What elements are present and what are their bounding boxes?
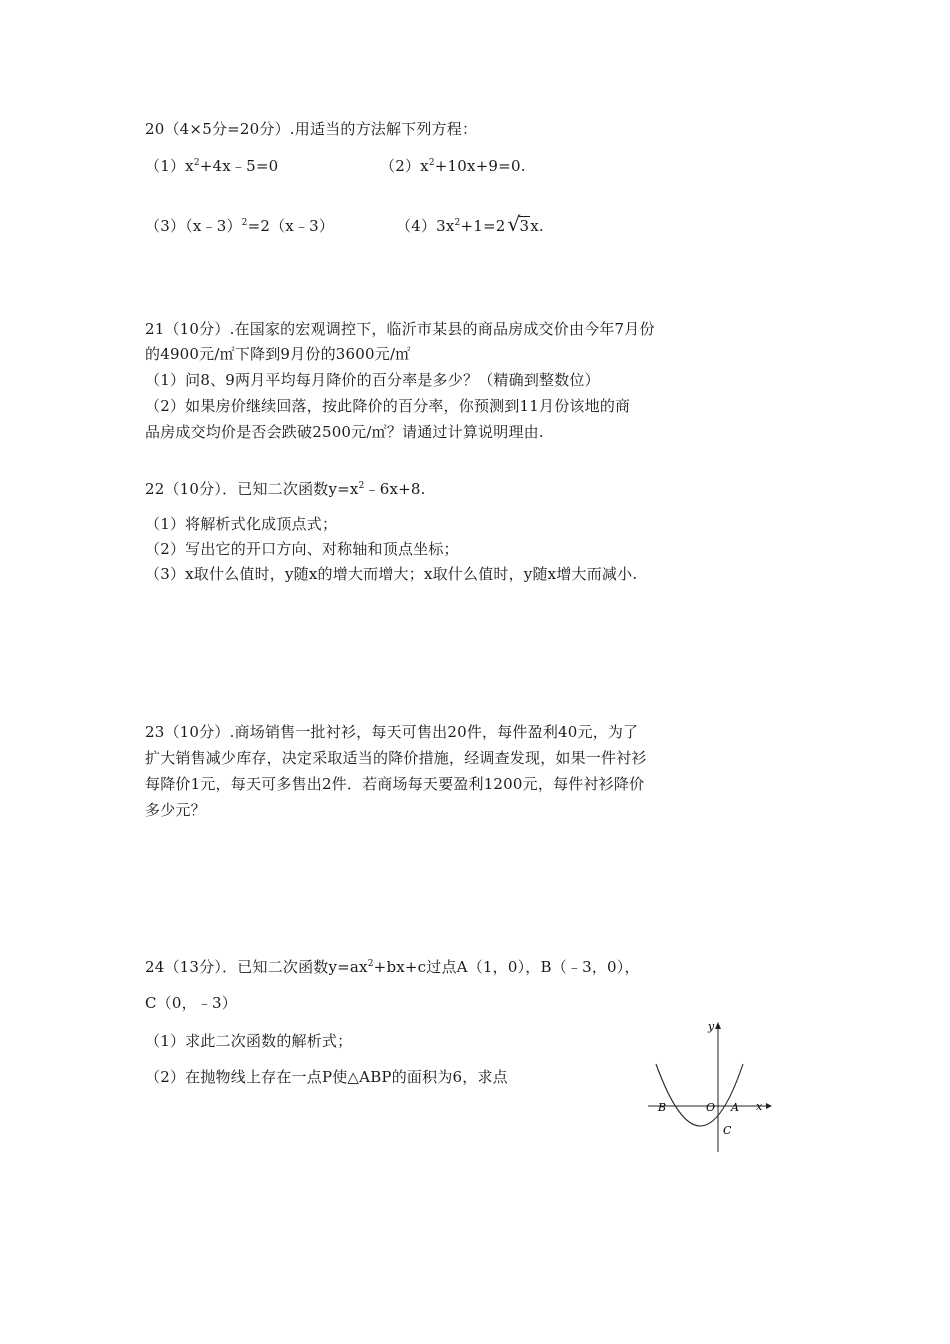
x-axis-arrow	[766, 1103, 772, 1109]
q21-part1: （1）问8、9两月平均每月降价的百分率是多少？（精确到整数位）	[145, 371, 600, 389]
q20-part3: （3）（x﹣3）$^2$=2（x﹣3）	[145, 217, 335, 235]
sqrt-radical: √ 3	[507, 212, 530, 236]
q21-part2-cont: 品房成交均价是否会跌破2500元/㎡？请通过计算说明理由.	[145, 423, 544, 441]
parabola-curve	[656, 1064, 743, 1126]
q21-line2: 的4900元/㎡下降到9月份的3600元/㎡	[145, 345, 411, 363]
label-o: O	[706, 1101, 716, 1114]
q22-part2: （2）写出它的开口方向、对称轴和顶点坐标；	[145, 540, 459, 558]
q22-part3: （3）x取什么值时，y随x的增大而增大；x取什么值时，y随x增大而减小.	[145, 565, 638, 583]
q20-part4: $(4)3x^2+1=2$ √ 3x.	[396, 212, 544, 236]
q21-line1: 21（10分）.在国家的宏观调控下，临沂市某县的商品房成交价由今年7月份	[145, 320, 655, 338]
q22-header: 22（10分）．已知二次函数$y=x^2﹣6x+8$.	[145, 480, 426, 498]
q23-line3: 每降价1元，每天可多售出2件．若商场每天要盈利1200元，每件衬衫降价	[145, 775, 645, 793]
q24-header: 24（13分）．已知二次函数$y=ax^2+bx+c$过点A（1，0），B（﹣3，0），	[145, 958, 640, 976]
label-y: y	[708, 1020, 715, 1033]
y-axis-arrow	[715, 1022, 721, 1029]
label-a: A	[731, 1101, 739, 1114]
q24-part1: （1）求此二次函数的解析式；	[145, 1032, 353, 1050]
label-x: x	[756, 1100, 763, 1113]
q22-part1: （1）将解析式化成顶点式；	[145, 515, 338, 533]
q23-line1: 23（10分）.商场销售一批衬衫，每天可售出20件，每件盈利40元，为了	[145, 723, 639, 741]
q23-line4: 多少元？	[145, 801, 206, 819]
q20-header: 20（4×5分=20分）.用适当的方法解下列方程：	[145, 120, 478, 138]
parabola-figure	[640, 1018, 780, 1156]
label-c: C	[723, 1124, 732, 1137]
q20-part1: $(1)x^2+4x﹣5=0$	[145, 157, 279, 175]
q23-line2: 扩大销售减少库存，决定采取适当的降价措施，经调查发现，如果一件衬衫	[145, 749, 647, 767]
label-b: B	[658, 1101, 667, 1114]
q21-part2: （2）如果房价继续回落，按此降价的百分率，你预测到11月份该地的商	[145, 397, 631, 415]
q24-line2: C（0，﹣3）	[145, 994, 237, 1012]
q20-part2: $(2)x^2+10x+9=0$.	[380, 157, 526, 175]
q24-part2: （2）在抛物线上存在一点P使△ABP的面积为6，求点	[145, 1068, 508, 1086]
